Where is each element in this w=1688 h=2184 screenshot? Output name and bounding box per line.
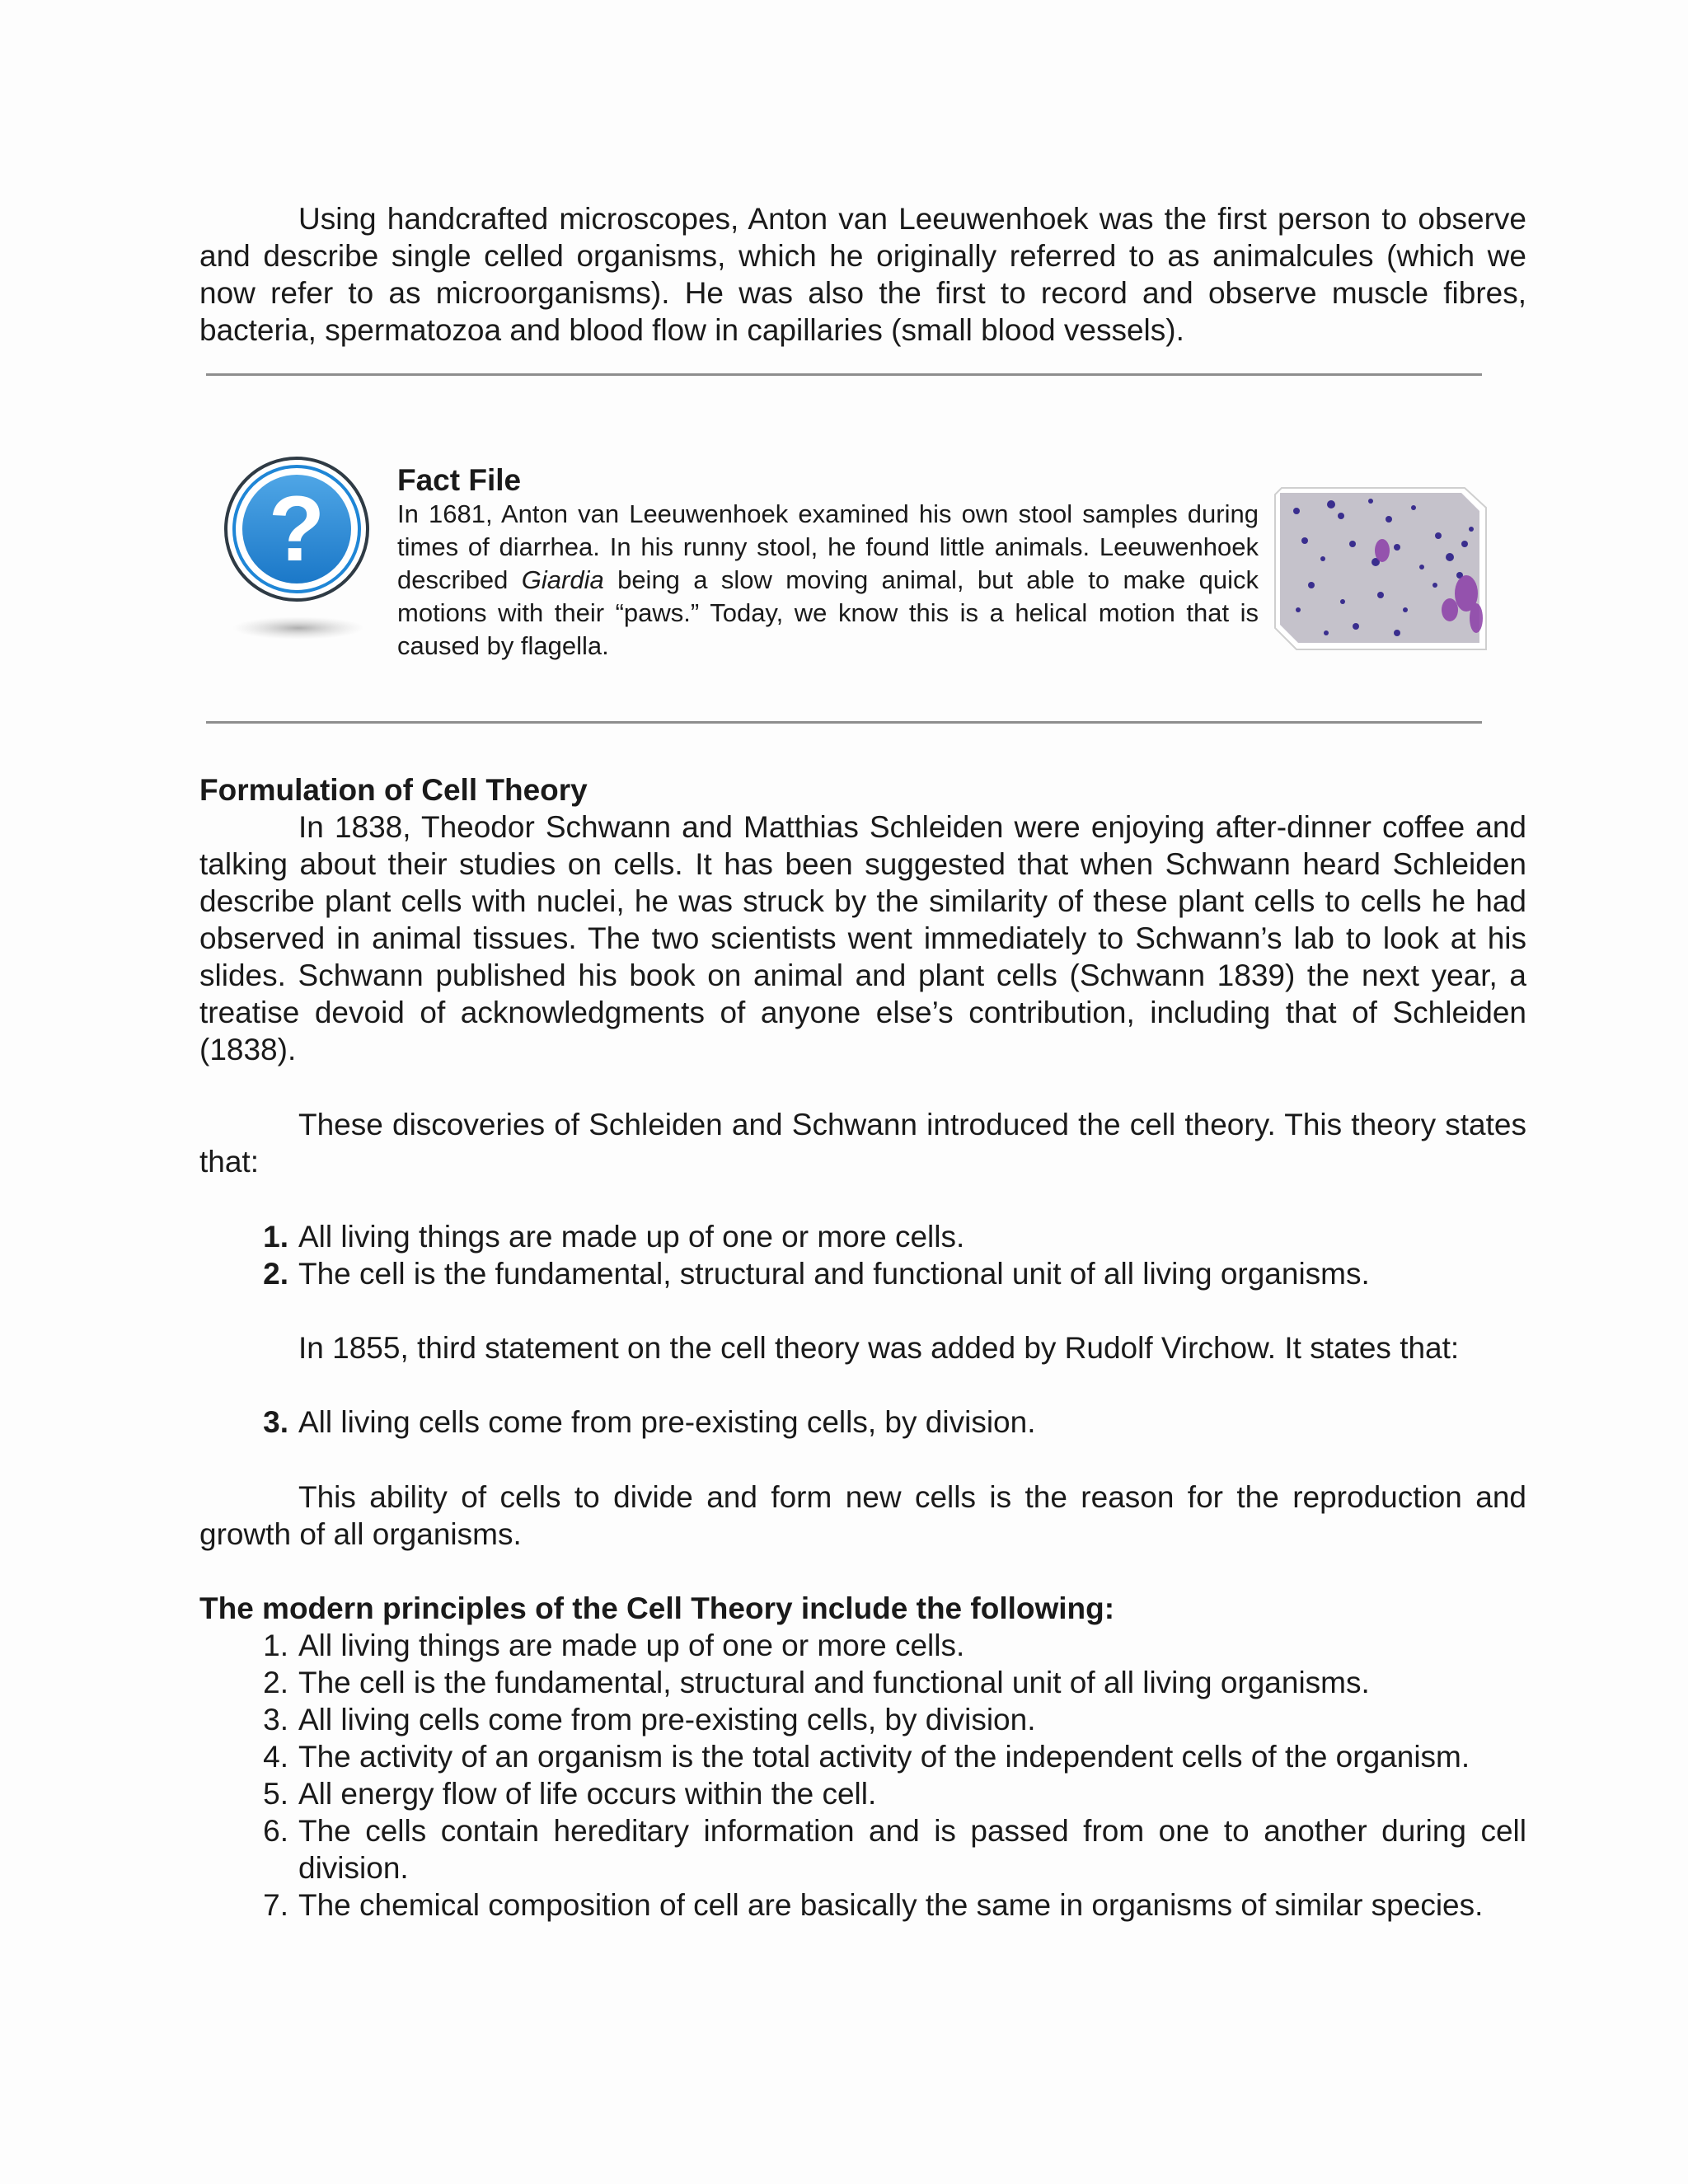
statement-text: All living things are made up of one or more cells. — [298, 1220, 965, 1254]
micrograph-image — [1273, 486, 1488, 651]
intro-paragraph: Using handcrafted microscopes, Anton van Leeuwenhoek was the first person to observe and describe single celled organisms, which he originally referred to as animalcules (which we now refer to as microorganisms). He was also the first to record and observe muscle fibres, bacteria, spermatozoa and blood flow in capillaries (small blood vessels). — [199, 202, 1526, 347]
principle-number: 5. — [263, 1777, 288, 1811]
principle-number: 6. — [263, 1814, 288, 1848]
cell-theory-paragraph-1: In 1838, Theodor Schwann and Matthias Schleiden were enjoying after-dinner coffee and talking about their studies on cells. It has been suggested that when Schwann heard Schleiden describe plant cells with nuclei, he was struck by the similarity of these plant cells to cells he had observed in animal tissues. The two scientists went immediately to Schwann’s lab to look at his slides. Schwann published his book on animal and plant cells (Schwann 1839) the next year, a treatise devoid of acknowledgments of anyone else’s contribution, including that of Schleiden (1838). — [199, 810, 1526, 1066]
modern-principles-heading: The modern principles of the Cell Theory include the following: — [199, 1591, 1115, 1625]
virchow-paragraph: In 1855, third statement on the cell theory was added by Rudolf Virchow. It states that: — [298, 1331, 1460, 1365]
principle-text: The chemical composition of cell are basically the same in organisms of similar species. — [298, 1888, 1484, 1922]
principle-number: 3. — [263, 1703, 288, 1736]
fact-file-text-part2: being a slow moving animal, but able to make quick motions with their “paws.” Today, we know this is a helical motion that is caused by flagella. — [397, 565, 1259, 660]
divider-top — [206, 373, 1482, 376]
principle-number: 1. — [263, 1629, 288, 1662]
principle-number: 4. — [263, 1740, 288, 1774]
divider-bottom — [206, 721, 1482, 724]
fact-file-text-part1: In 1681, Anton van Leeuwenhoek examined his own stool samples during times of diarrhea. In his runny stool, he found little animals. Leeuwenhoek described — [397, 499, 1259, 594]
svg-text:?: ? — [268, 477, 326, 580]
cell-theory-heading: Formulation of Cell Theory — [199, 773, 588, 807]
statement-text: The cell is the fundamental, structural and functional unit of all living organisms. — [298, 1257, 1370, 1291]
principle-text: The cell is the fundamental, structural and functional unit of all living organisms. — [298, 1666, 1370, 1699]
statement-number: 3. — [263, 1405, 288, 1439]
principle-text: All energy flow of life occurs within the cell. — [298, 1777, 877, 1811]
cell-theory-paragraph-3: This ability of cells to divide and form new cells is the reason for the reproduction and growth of all organisms. — [199, 1480, 1526, 1551]
fact-file-title: Fact File — [397, 463, 522, 497]
fact-file-italic-term: Giardia — [521, 565, 604, 594]
statement-number: 1. — [263, 1220, 288, 1254]
fact-file-text — [397, 498, 1259, 663]
statement-text: All living cells come from pre-existing cells, by division. — [298, 1405, 1036, 1439]
statement-number: 2. — [263, 1257, 288, 1291]
principle-text: All living things are made up of one or more cells. — [298, 1629, 965, 1662]
question-mark-icon — [223, 455, 371, 653]
principle-text: All living cells come from pre-existing cells, by division. — [298, 1703, 1036, 1736]
principle-number: 7. — [263, 1888, 288, 1922]
principle-text: The cells contain hereditary information and is passed from one to another during cell division. — [298, 1814, 1526, 1885]
principle-number: 2. — [263, 1666, 288, 1699]
cell-theory-paragraph-2: These discoveries of Schleiden and Schwann introduced the cell theory. This theory states that: — [199, 1108, 1526, 1179]
principle-text: The activity of an organism is the total activity of the independent cells of the organism. — [298, 1740, 1470, 1774]
